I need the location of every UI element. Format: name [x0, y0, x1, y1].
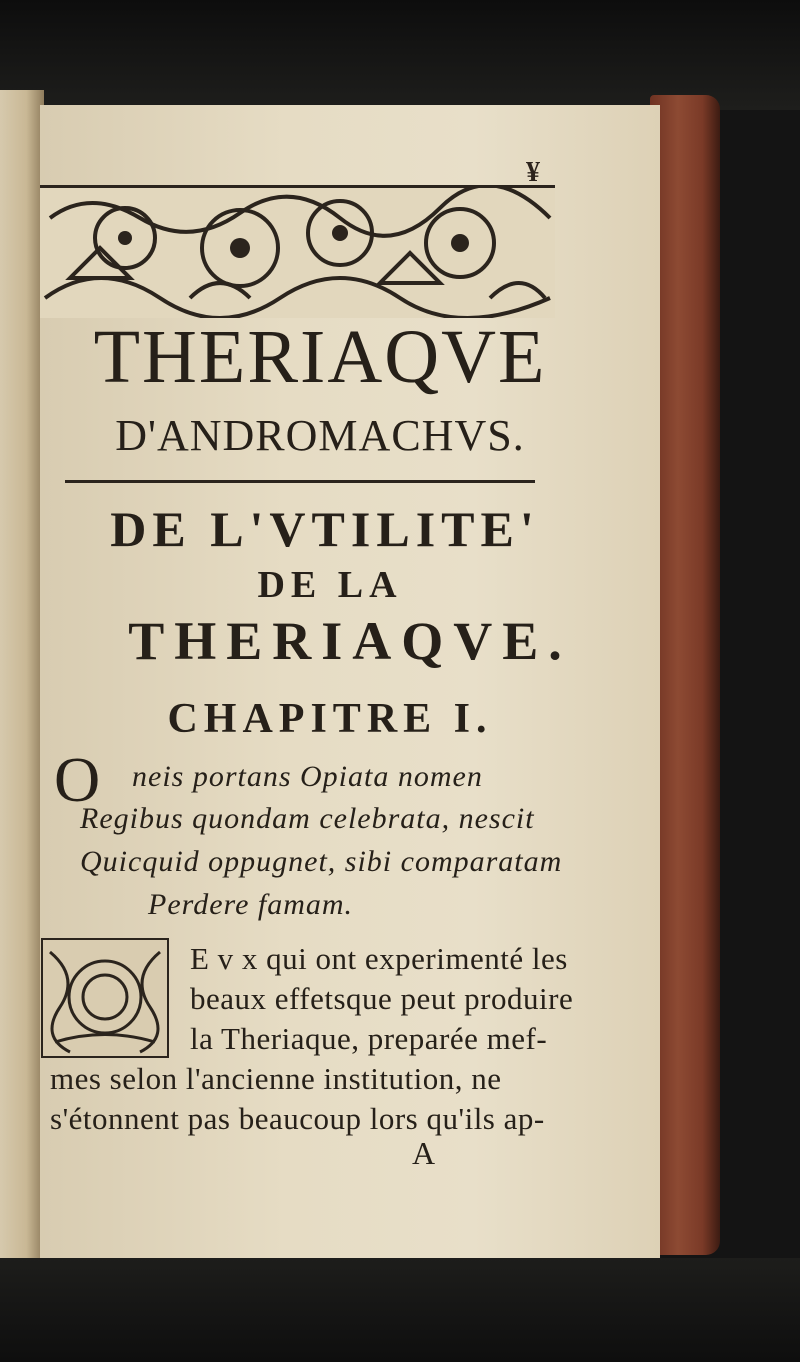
heading-line-3: THERIAQVE. — [128, 611, 572, 671]
text-line: la Theriaque, preparée mef- — [190, 1021, 548, 1056]
book-title: THERIAQVE — [93, 315, 547, 399]
background-top — [0, 0, 800, 110]
text-line: s'étonnent pas beaucoup lors qu'ils ap- — [50, 1101, 545, 1136]
verse-line: Regibus quondam celebrata, nescit — [80, 802, 535, 835]
text-line: beaux effetsque peut produire — [190, 981, 574, 1016]
heading-line-1: DE L'VTILITE' — [110, 501, 540, 557]
decorated-initial — [40, 937, 170, 1059]
leather-binding — [650, 95, 720, 1255]
book-page — [40, 105, 660, 1260]
verse-line: neis portans Opiata nomen — [132, 760, 483, 793]
verse-line: Perdere famam. — [148, 888, 354, 921]
verse-line: Quicquid oppugnet, sibi comparatam — [80, 845, 563, 878]
book-subtitle: D'ANDROMACHVS. — [115, 411, 525, 460]
ornamental-headpiece — [40, 185, 555, 318]
text-line: mes selon l'ancienne institution, ne — [50, 1061, 502, 1096]
text-line: E v x qui ont experimenté les — [190, 941, 568, 976]
heading-line-2: DE LA — [257, 564, 403, 606]
left-page-edge — [0, 90, 44, 1270]
verse-initial-letter: O — [54, 744, 101, 815]
chapter-heading: CHAPITRE I. — [167, 696, 493, 742]
divider-rule — [65, 480, 535, 483]
signature-mark: ¥ — [526, 157, 540, 188]
catchword: A — [412, 1135, 436, 1171]
background-bottom — [0, 1258, 800, 1362]
